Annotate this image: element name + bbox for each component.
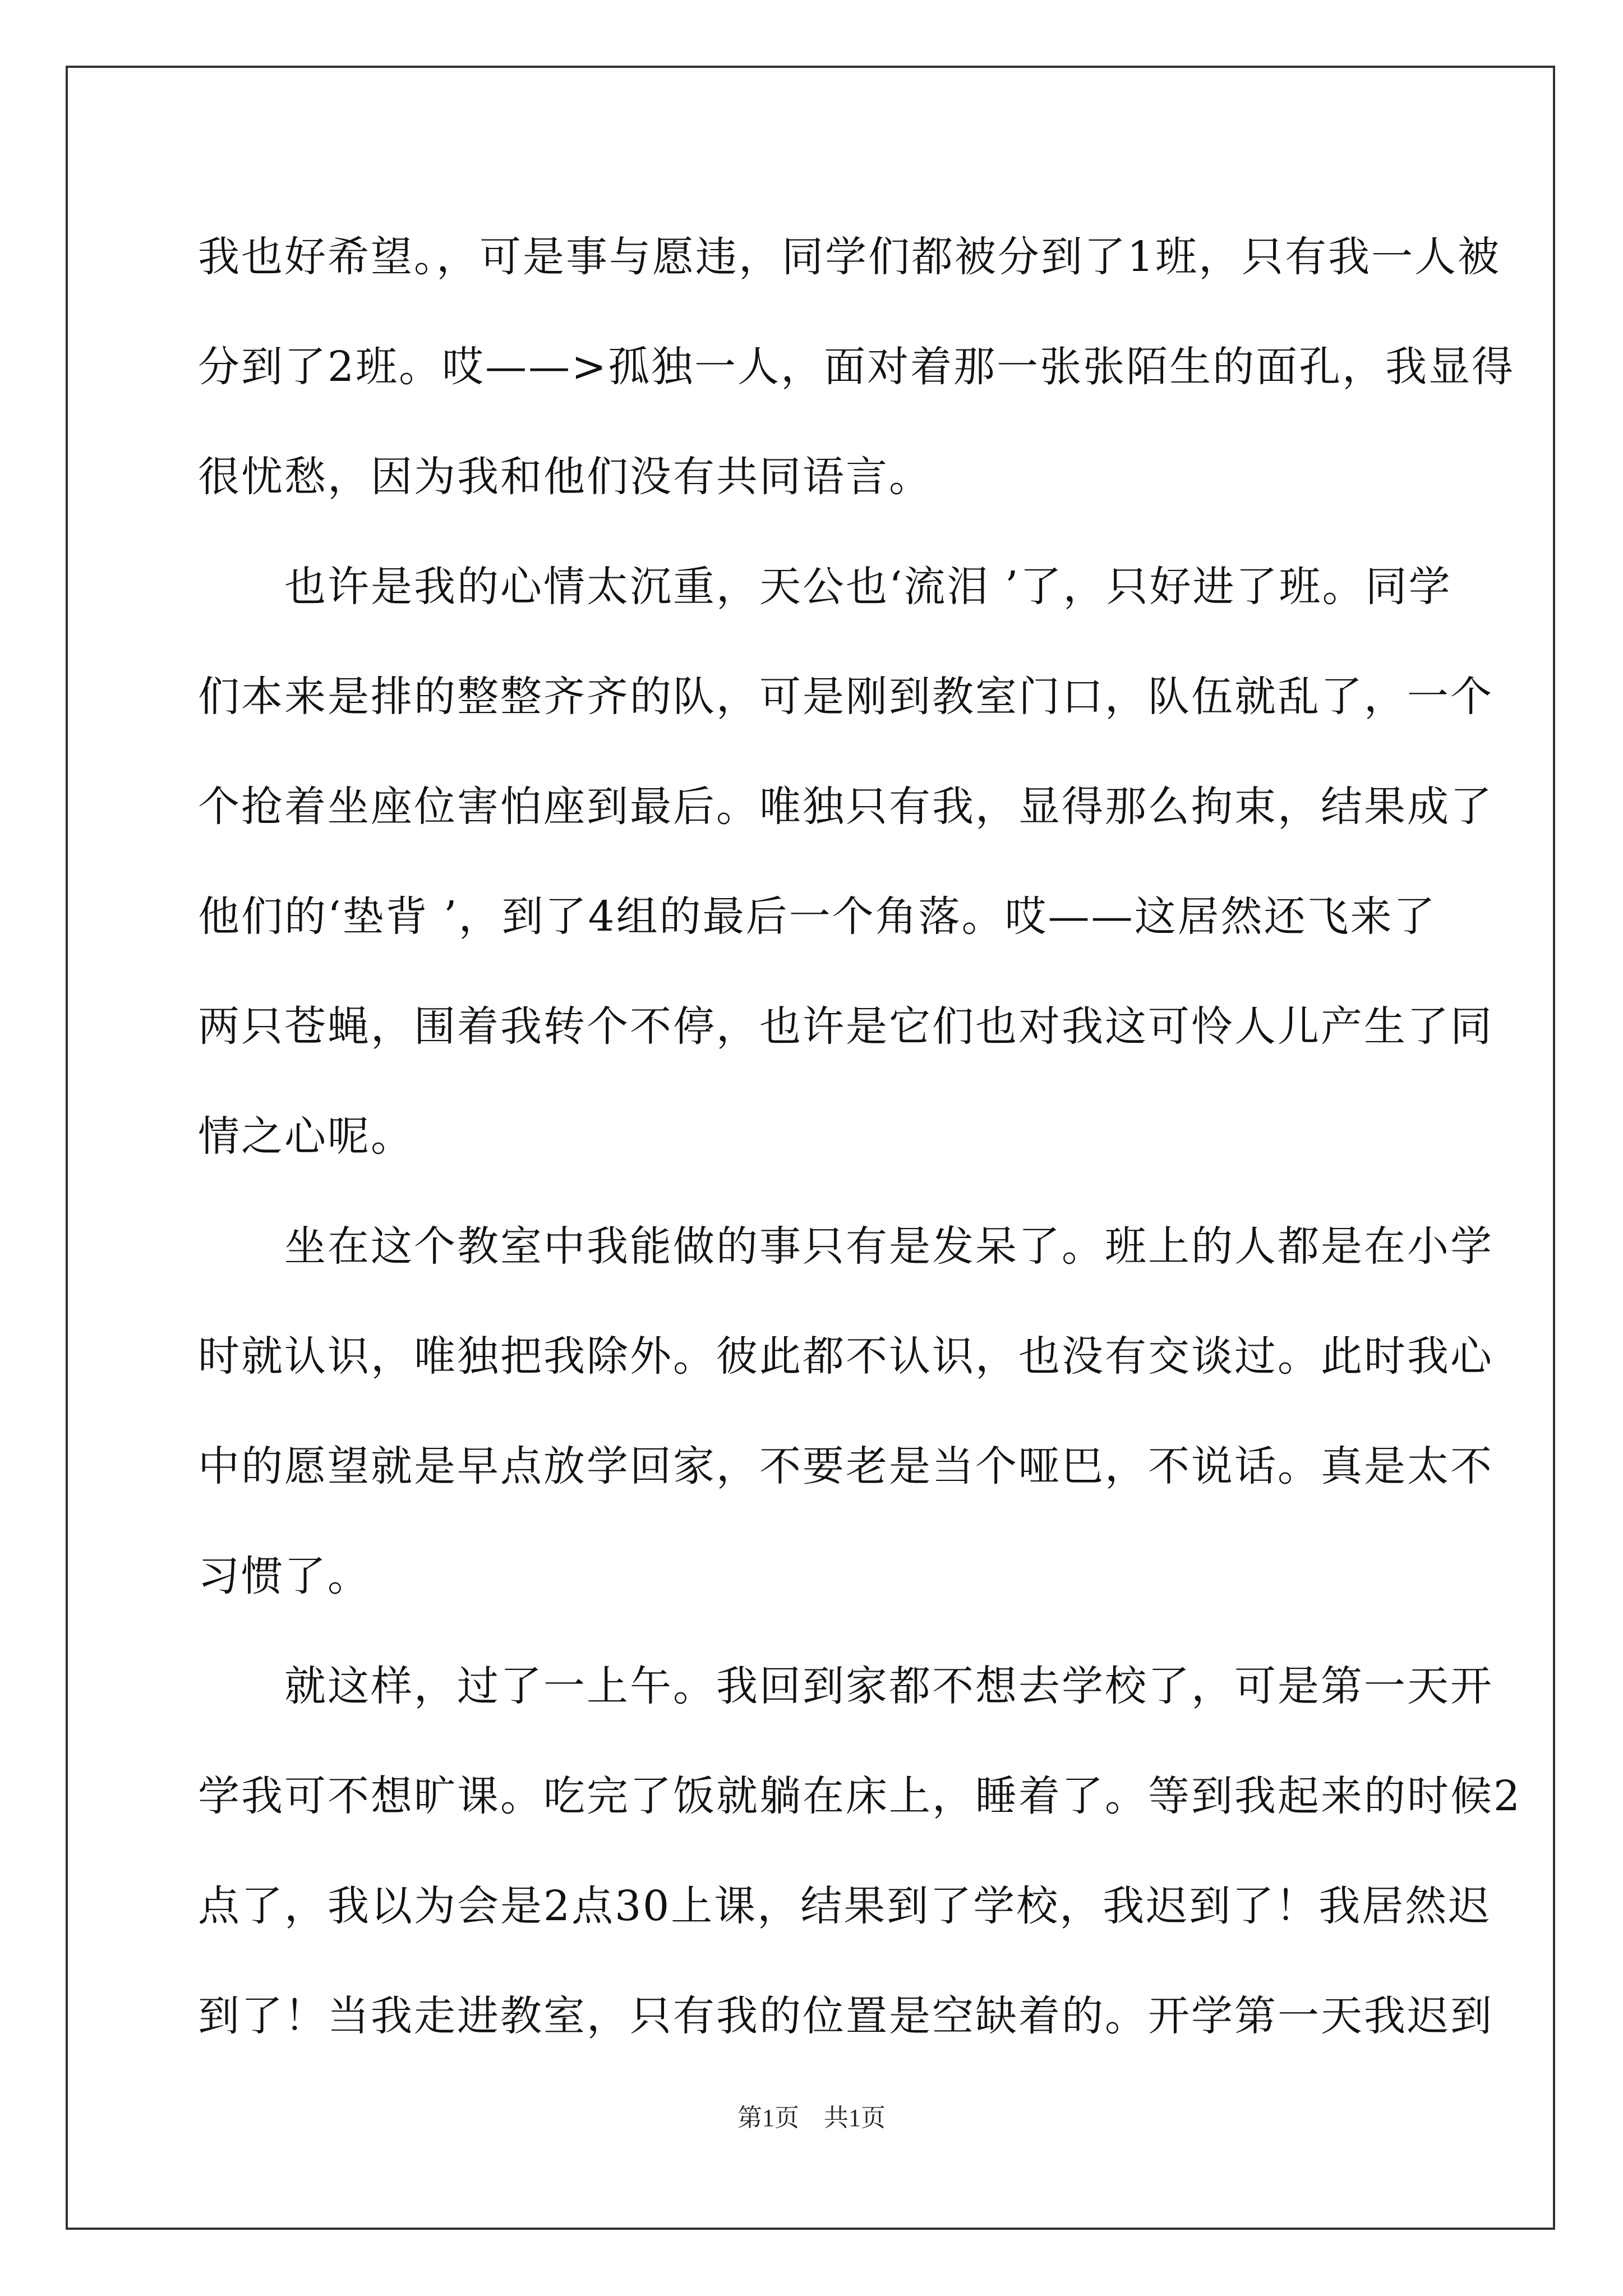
text-line: 就这样，过了一上午。我回到家都不想去学校了，可是第一天开 [198,1662,1493,1710]
text-line: 时就认识，唯独把我除外。彼此都不认识，也没有交谈过。此时我心 [198,1332,1493,1381]
page-number-footer: 第1页 共1页 [737,2104,886,2132]
document-body [198,202,1522,2071]
text-line: 学我可不想旷课。吃完了饭就躺在床上，睡着了。等到我起来的时候2 [198,1772,1522,1820]
text-line: 情之心呢。 [198,1112,414,1161]
text-line: 也许是我的心情太沉重，天公也‘流泪 ’了，只好进了班。同学 [198,563,1452,611]
text-line: 习惯了。 [198,1552,371,1600]
text-line: 到了！当我走进教室，只有我的位置是空缺着的。开学第一天我迟到 [198,1992,1493,2040]
text-line: 很忧愁，因为我和他们没有共同语言。 [198,453,932,501]
text-line: 个抢着坐座位害怕座到最后。唯独只有我，显得那么拘束，结果成了 [198,783,1493,831]
text-line: 我也好希望。，可是事与愿违，同学们都被分到了1班，只有我一人被 [198,233,1501,281]
text-line: 坐在这个教室中我能做的事只有是发呆了。班上的人都是在小学 [198,1222,1493,1271]
text-line: 中的愿望就是早点放学回家，不要老是当个哑巴，不说话。真是太不 [198,1442,1493,1490]
text-line: 他们的‘垫背 ’，到了4组的最后一个角落。哎——这居然还飞来了 [198,892,1437,941]
text-line: 点了，我以为会是2点30上课，结果到了学校，我迟到了！我居然迟 [198,1882,1492,1930]
text-line: 分到了2班。哎——>孤独一人，面对着那一张张陌生的面孔，我显得 [198,343,1515,391]
text-line: 们本来是排的整整齐齐的队，可是刚到教室门口，队伍就乱了，一个 [198,673,1493,721]
text-line: 两只苍蝇，围着我转个不停，也许是它们也对我这可怜人儿产生了同 [198,1002,1493,1051]
